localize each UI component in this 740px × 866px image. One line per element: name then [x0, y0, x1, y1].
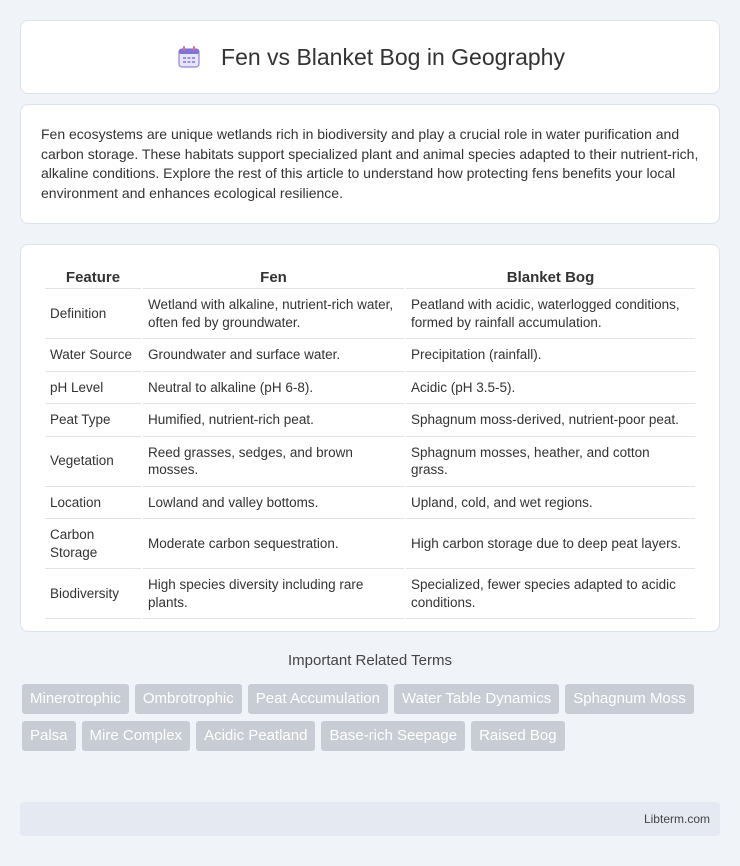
cell-fen: Wetland with alkaline, nutrient-rich water, often fed by groundwater.: [143, 289, 404, 339]
related-term-tag[interactable]: Peat Accumulation: [248, 684, 388, 714]
intro-paragraph: Fen ecosystems are unique wetlands rich in biodiversity and play a crucial role in water purification and carbon storage. These habitats support specialized plant and animal species adapted to their nutrient-rich, alkaline conditions. Explore the rest of this article to understand how protecting fens benefits your local environment and enhances ecological resilience.: [41, 126, 699, 201]
table-row: [45, 289, 695, 339]
related-terms-list: [22, 684, 722, 751]
table-row: [45, 339, 695, 372]
related-term-tag[interactable]: Mire Complex: [82, 721, 191, 751]
table-row: [45, 569, 695, 619]
cell-feature: Location: [45, 487, 141, 520]
cell-fen: Humified, nutrient-rich peat.: [143, 404, 404, 437]
table-row: [45, 404, 695, 437]
intro-card: [20, 104, 720, 224]
related-term-tag[interactable]: Palsa: [22, 721, 76, 751]
table-row: [45, 437, 695, 487]
header-blanket-bog: Blanket Bog: [406, 263, 695, 289]
footer-site[interactable]: Libterm.com: [643, 812, 710, 826]
cell-blanket-bog: Specialized, fewer species adapted to acidic conditions.: [406, 569, 695, 619]
cell-blanket-bog: Sphagnum mosses, heather, and cotton grass.: [406, 437, 695, 487]
comparison-table-card: [20, 244, 720, 632]
cell-feature: Carbon Storage: [45, 519, 141, 569]
cell-fen: Groundwater and surface water.: [143, 339, 404, 372]
cell-blanket-bog: Acidic (pH 3.5-5).: [406, 372, 695, 405]
header-fen: Fen: [143, 263, 404, 289]
table-header-row: [45, 263, 695, 289]
cell-fen: High species diversity including rare plants.: [143, 569, 404, 619]
cell-feature: Vegetation: [45, 437, 141, 487]
cell-blanket-bog: Peatland with acidic, waterlogged conditions, formed by rainfall accumulation.: [406, 289, 695, 339]
comparison-table: [43, 263, 697, 619]
related-term-tag[interactable]: Raised Bog: [471, 721, 565, 751]
related-term-tag[interactable]: Water Table Dynamics: [394, 684, 559, 714]
cell-fen: Reed grasses, sedges, and brown mosses.: [143, 437, 404, 487]
related-term-tag[interactable]: Acidic Peatland: [196, 721, 315, 751]
cell-blanket-bog: High carbon storage due to deep peat layers.: [406, 519, 695, 569]
cell-fen: Lowland and valley bottoms.: [143, 487, 404, 520]
table-row: [45, 487, 695, 520]
table-row: [45, 372, 695, 405]
cell-feature: Water Source: [45, 339, 141, 372]
cell-blanket-bog: Upland, cold, and wet regions.: [406, 487, 695, 520]
cell-fen: Moderate carbon sequestration.: [143, 519, 404, 569]
cell-feature: pH Level: [45, 372, 141, 405]
cell-blanket-bog: Precipitation (rainfall).: [406, 339, 695, 372]
related-term-tag[interactable]: Ombrotrophic: [135, 684, 242, 714]
cell-feature: Peat Type: [45, 404, 141, 437]
table-row: [45, 519, 695, 569]
related-term-tag[interactable]: Minerotrophic: [22, 684, 129, 714]
title-card: [20, 20, 720, 94]
related-term-tag[interactable]: Base-rich Seepage: [321, 721, 465, 751]
related-terms-title: Important Related Terms: [288, 652, 452, 669]
cell-feature: Definition: [45, 289, 141, 339]
page-title: Fen vs Blanket Bog in Geography: [221, 43, 565, 70]
footer: [20, 802, 720, 836]
calendar-icon: [175, 43, 203, 71]
cell-blanket-bog: Sphagnum moss-derived, nutrient-poor peat.: [406, 404, 695, 437]
header-feature: Feature: [45, 263, 141, 289]
cell-feature: Biodiversity: [45, 569, 141, 619]
related-term-tag[interactable]: Sphagnum Moss: [565, 684, 694, 714]
cell-fen: Neutral to alkaline (pH 6-8).: [143, 372, 404, 405]
